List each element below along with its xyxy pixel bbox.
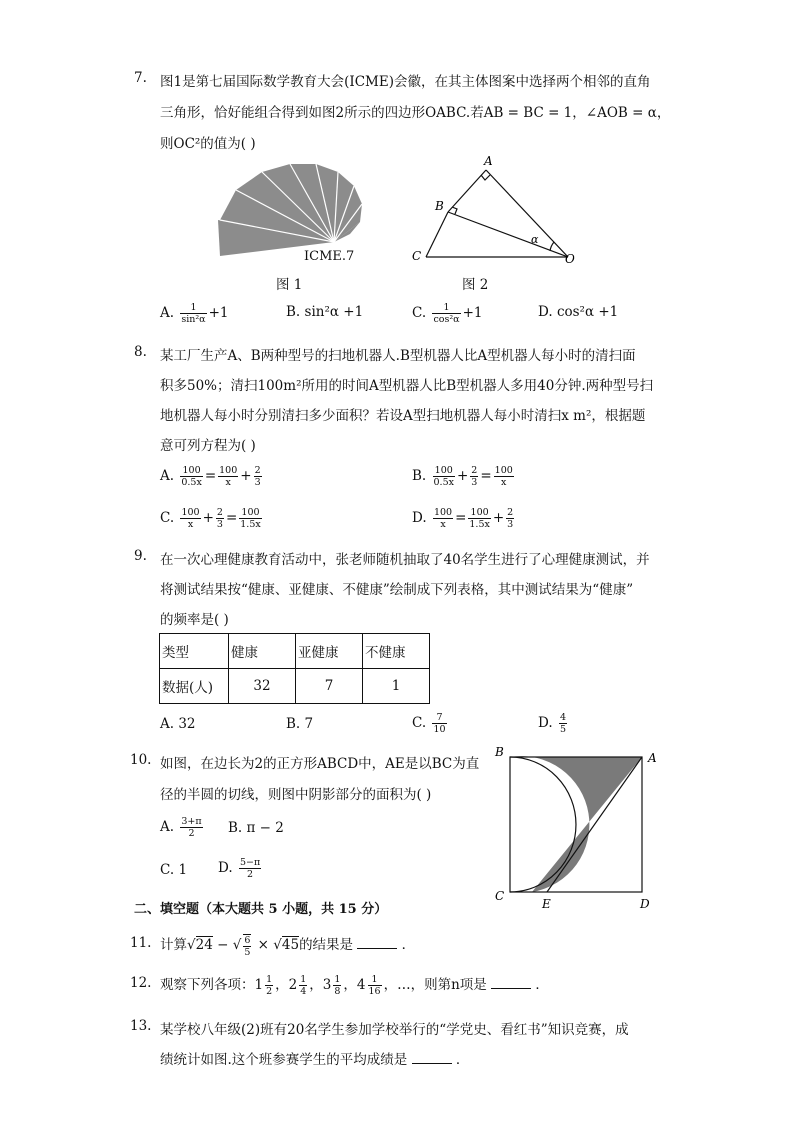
fraction: $\frac{1}{\text{sin²α}}$	[181, 302, 206, 325]
q9-number: 9.	[134, 548, 147, 564]
option-key: D.	[538, 304, 553, 320]
q10-option-b[interactable]: B. π − 2	[228, 820, 284, 836]
label-c: C	[412, 249, 422, 263]
q9-option-d[interactable]: D. $\frac{4}{5}$	[538, 712, 566, 735]
q9-option-a[interactable]: A. 32	[160, 716, 196, 732]
label-d: D	[640, 897, 650, 911]
figure1-caption: 图 1	[276, 277, 303, 293]
q10-option-c[interactable]: C. 1	[160, 862, 188, 878]
label-alpha: α	[531, 233, 539, 246]
q8-option-c[interactable]: C. $\frac{100}{x}$ + $\frac{2}{3}$ = $\frac{100}{1.5x}$	[160, 507, 261, 530]
q8-text-line3: 地机器人每小时分别清扫多少面积？若设A型扫地机器人每小时清扫x m²，根据题	[160, 408, 646, 424]
answer-blank[interactable]	[491, 976, 531, 989]
label-a: A	[484, 154, 493, 168]
sqrt-icon: √	[187, 937, 196, 953]
table-header-row	[160, 634, 430, 669]
q10-text-line1: 如图，在边长为2的正方形ABCD中，AE是以BC为直	[160, 756, 480, 772]
option-key: C.	[412, 305, 427, 321]
option-key: A.	[160, 305, 175, 321]
table-cell: 数据(人)	[160, 669, 229, 704]
q10-option-d[interactable]: D. $\frac{5-\pi}{2}$	[218, 857, 261, 880]
table-cell: 不健康	[363, 634, 430, 669]
label-b: B	[435, 199, 444, 213]
sqrt-icon: √	[273, 937, 282, 953]
square-figure	[490, 742, 666, 912]
q11-text: 计算√24 − √ $\frac{6}{5}$ × √45的结果是 ．	[160, 934, 416, 958]
table-cell: 亚健康	[296, 634, 363, 669]
section-heading: 二、填空题（本大题共 5 小题，共 15 分）	[134, 902, 388, 917]
q10-option-a[interactable]: A. $\frac{3+\pi}{2}$	[160, 816, 202, 839]
sqrt-icon: √	[232, 937, 242, 953]
q8-text-line4: 意可列方程为( )	[160, 438, 256, 454]
q10-number: 10.	[130, 752, 152, 768]
q7-text-line2: 三角形，恰好能组合得到如图2所示的四边形OABC.若AB = BC = 1，∠AOB = α，	[160, 105, 671, 121]
label-b: B	[495, 745, 504, 759]
q8-option-b[interactable]: B. $\frac{100}{0.5x}$ + $\frac{2}{3}$ = $\frac{100}{x}$	[412, 465, 513, 488]
q9-data-table	[159, 633, 430, 704]
q7-option-d[interactable]: D. cos²α +1	[538, 304, 619, 320]
fraction: $\frac{1}{\text{cos²α}}$	[433, 302, 460, 325]
q10-text-line2: 径的半圆的切线，则图中阴影部分的面积为( )	[160, 787, 432, 803]
q9-option-b[interactable]: B. 7	[286, 716, 314, 732]
table-cell: 1	[363, 669, 430, 704]
label-o: O	[565, 252, 575, 266]
label-e: E	[542, 897, 551, 911]
q8-option-d[interactable]: D. $\frac{100}{x}$ = $\frac{100}{1.5x}$ + $\frac{2}{3}$	[412, 507, 514, 530]
q8-option-a[interactable]: A. $\frac{100}{0.5x}$ = $\frac{100}{x}$ + $\frac{2}{3}$	[160, 465, 261, 488]
q8-text-line1: 某工厂生产A、B两种型号的扫地机器人.B型机器人比A型机器人每小时的清扫面	[160, 348, 636, 364]
quadrilateral-figure	[408, 152, 588, 270]
q7-number: 7.	[134, 70, 147, 86]
q13-text-line1: 某学校八年级(2)班有20名学生参加学校举行的“学党史、看红书”知识竞赛，成	[160, 1022, 629, 1038]
q13-text-line2: 绩统计如图.这个班参赛学生的平均成绩是 ．	[160, 1052, 470, 1068]
q7-text-line3: 则OC²的值为( )	[160, 136, 256, 152]
q12-text: 观察下列各项：1 $\frac{1}{2}$ ，2 $\frac{1}{4}$ ，3 $\frac{1}{8}$ ，4 $\frac{1}{16}$ ，…，则第n项是 ．	[160, 974, 549, 997]
label-c: C	[495, 889, 505, 903]
q13-number: 13.	[130, 1018, 152, 1034]
q9-option-c[interactable]: C. $\frac{7}{10}$	[412, 712, 446, 735]
figure2-caption: 图 2	[462, 277, 489, 293]
answer-blank[interactable]	[357, 936, 397, 949]
q11-number: 11.	[130, 935, 152, 951]
icme-logo-triangles	[218, 164, 362, 256]
table-cell: 7	[296, 669, 363, 704]
q12-number: 12.	[130, 975, 152, 991]
table-cell: 健康	[229, 634, 296, 669]
table-row	[160, 669, 430, 704]
icme-logo-text: ICME.7	[304, 249, 355, 264]
q9-text-line3: 的频率是( )	[160, 612, 229, 628]
q8-number: 8.	[134, 344, 147, 360]
q8-text-line2: 积多50%；清扫100m²所用的时间A型机器人比B型机器人多用40分钟.两种型号扫	[160, 378, 654, 394]
q7-option-b[interactable]: B. sin²α +1	[286, 304, 364, 320]
answer-blank[interactable]	[412, 1051, 452, 1064]
table-cell: 32	[229, 669, 296, 704]
q7-option-a[interactable]: A. $\frac{1}{\text{sin²α}}$ +1	[160, 302, 229, 325]
label-a: A	[648, 751, 657, 765]
option-key: B.	[286, 304, 301, 320]
table-cell: 类型	[160, 634, 229, 669]
q9-text-line2: 将测试结果按“健康、亚健康、不健康”绘制成下列表格，其中测试结果为“健康”	[160, 582, 634, 598]
q7-text-line1: 图1是第七届国际数学教育大会(ICME)会徽，在其主体图案中选择两个相邻的直角	[160, 74, 651, 90]
q9-text-line1: 在一次心理健康教育活动中，张老师随机抽取了40名学生进行了心理健康测试，并	[160, 552, 650, 568]
q7-option-c[interactable]: C. $\frac{1}{\text{cos²α}}$ +1	[412, 302, 483, 325]
